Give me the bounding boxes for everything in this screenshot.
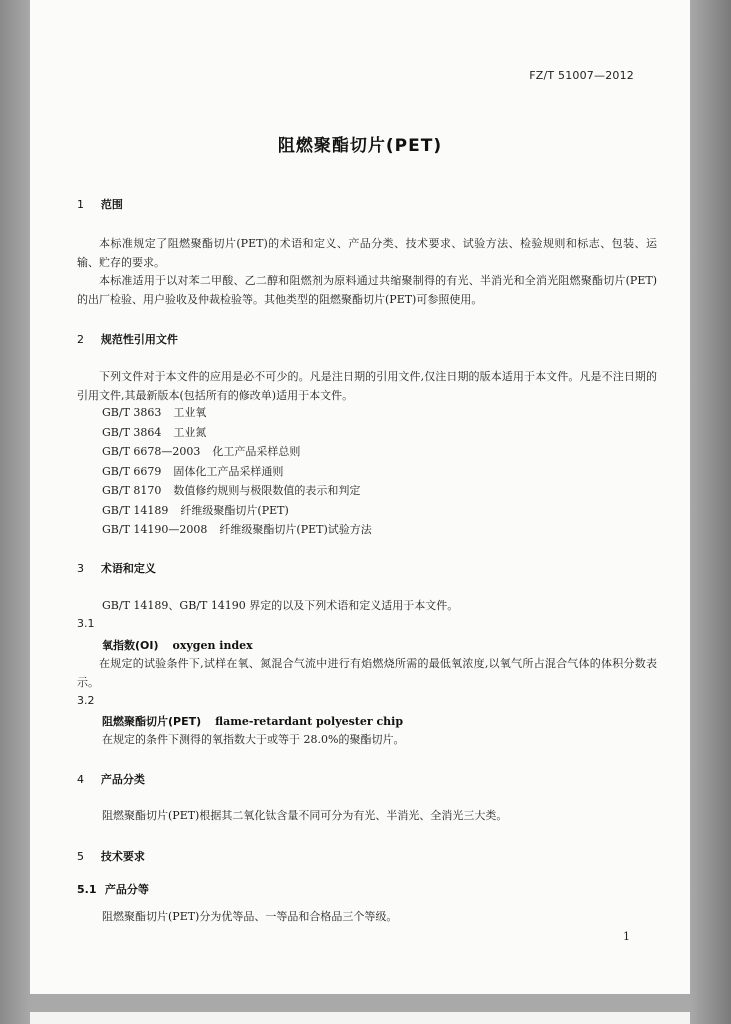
section-4-number: 4 <box>77 773 84 786</box>
term-2-heading <box>102 713 403 729</box>
reference-title: 工业氮 <box>173 425 207 439</box>
section-2-title: 规范性引用文件 <box>100 333 178 346</box>
reference-item <box>102 501 372 521</box>
term-1-chinese: 氧指数(OI) <box>102 639 159 652</box>
section-5-heading <box>77 848 145 864</box>
reference-title: 数值修约规则与极限数值的表示和判定 <box>173 484 361 497</box>
section-3-number: 3 <box>77 562 84 575</box>
section-1-heading <box>77 196 123 212</box>
reference-item <box>102 462 372 482</box>
reference-item <box>102 423 372 443</box>
section-4-heading <box>77 771 145 787</box>
section-1-number: 1 <box>77 198 84 211</box>
section-3-heading <box>77 560 156 576</box>
section-5-1-title: 产品分等 <box>104 883 149 896</box>
reference-code: GB/T 3864 <box>102 425 162 439</box>
section-5-1-number: 5.1 <box>77 883 97 896</box>
reference-item <box>102 442 372 462</box>
term-1-number: 3.1 <box>77 617 95 630</box>
reference-item <box>102 481 372 501</box>
term-1-heading <box>102 637 253 653</box>
section-2-number: 2 <box>77 333 84 346</box>
reference-code: GB/T 14190—2008 <box>102 523 208 536</box>
section-4-title: 产品分类 <box>100 773 145 786</box>
reference-code: GB/T 8170 <box>102 484 162 497</box>
next-page-edge <box>30 1012 690 1024</box>
reference-title: 纤维级聚酯切片(PET) <box>180 503 289 517</box>
section-5-1-paragraph: 阻燃聚酯切片(PET)分为优等品、一等品和合格品三个等级。 <box>102 910 398 923</box>
reference-title: 化工产品采样总则 <box>212 445 301 458</box>
reference-code: GB/T 6679 <box>102 464 162 478</box>
standard-code: FZ/T 51007—2012 <box>529 69 634 82</box>
term-2-definition: 在规定的条件下测得的氧指数大于或等于 28.0%的聚酯切片。 <box>102 733 405 746</box>
document-title: 阻燃聚酯切片(PET) <box>277 136 443 156</box>
section-4-paragraph: 阻燃聚酯切片(PET)根据其二氧化钛含量不同可分为有光、半消光、全消光三大类。 <box>102 809 508 822</box>
reference-list <box>102 403 372 540</box>
section-1-paragraph-2: 本标准适用于以对苯二甲酸、乙二醇和阻燃剂为原料通过共缩聚制得的有光、半消光和全消光阻燃聚酯切片(PET)的出厂检验、用户验收及仲裁检验等。其他类型的阻燃聚酯切片(PET)可参照使用。 <box>77 274 657 306</box>
reference-code: GB/T 6678—2003 <box>102 445 201 458</box>
reference-item <box>102 403 372 423</box>
reference-code: GB/T 14189 <box>102 503 169 517</box>
reference-title: 纤维级聚酯切片(PET)试验方法 <box>219 523 372 536</box>
reference-title: 固体化工产品采样通则 <box>173 464 284 478</box>
section-5-number: 5 <box>77 850 84 863</box>
term-1-english: oxygen index <box>172 639 253 652</box>
section-5-title: 技术要求 <box>100 850 145 863</box>
section-1-paragraph-1: 本标准规定了阻燃聚酯切片(PET)的术语和定义、产品分类、技术要求、试验方法、检验规则和标志、包装、运输、贮存的要求。 <box>77 237 657 269</box>
section-3-intro: GB/T 14189、GB/T 14190 界定的以及下列术语和定义适用于本文件。 <box>102 599 459 612</box>
term-2-english: flame-retardant polyester chip <box>215 715 404 728</box>
section-1-title: 范围 <box>100 198 123 211</box>
section-3-title: 术语和定义 <box>100 562 156 575</box>
term-1-definition: 在规定的试验条件下,试样在氧、氮混合气流中进行有焰燃烧所需的最低氧浓度,以氧气所占混合气体的体积分数表示。 <box>77 657 657 689</box>
page-number: 1 <box>623 930 630 943</box>
section-2-heading <box>77 331 178 347</box>
reference-code: GB/T 3863 <box>102 406 162 419</box>
reference-title: 工业氧 <box>173 406 207 419</box>
reference-item <box>102 520 372 540</box>
document-page <box>30 0 690 994</box>
section-5-1-heading <box>77 881 149 897</box>
term-2-chinese: 阻燃聚酯切片(PET) <box>102 715 202 728</box>
term-2-number: 3.2 <box>77 694 95 707</box>
section-2-intro: 下列文件对于本文件的应用是必不可少的。凡是注日期的引用文件,仅注日期的版本适用于本文件。凡是不注日期的引用文件,其最新版本(包括所有的修改单)适用于本文件。 <box>77 370 657 402</box>
